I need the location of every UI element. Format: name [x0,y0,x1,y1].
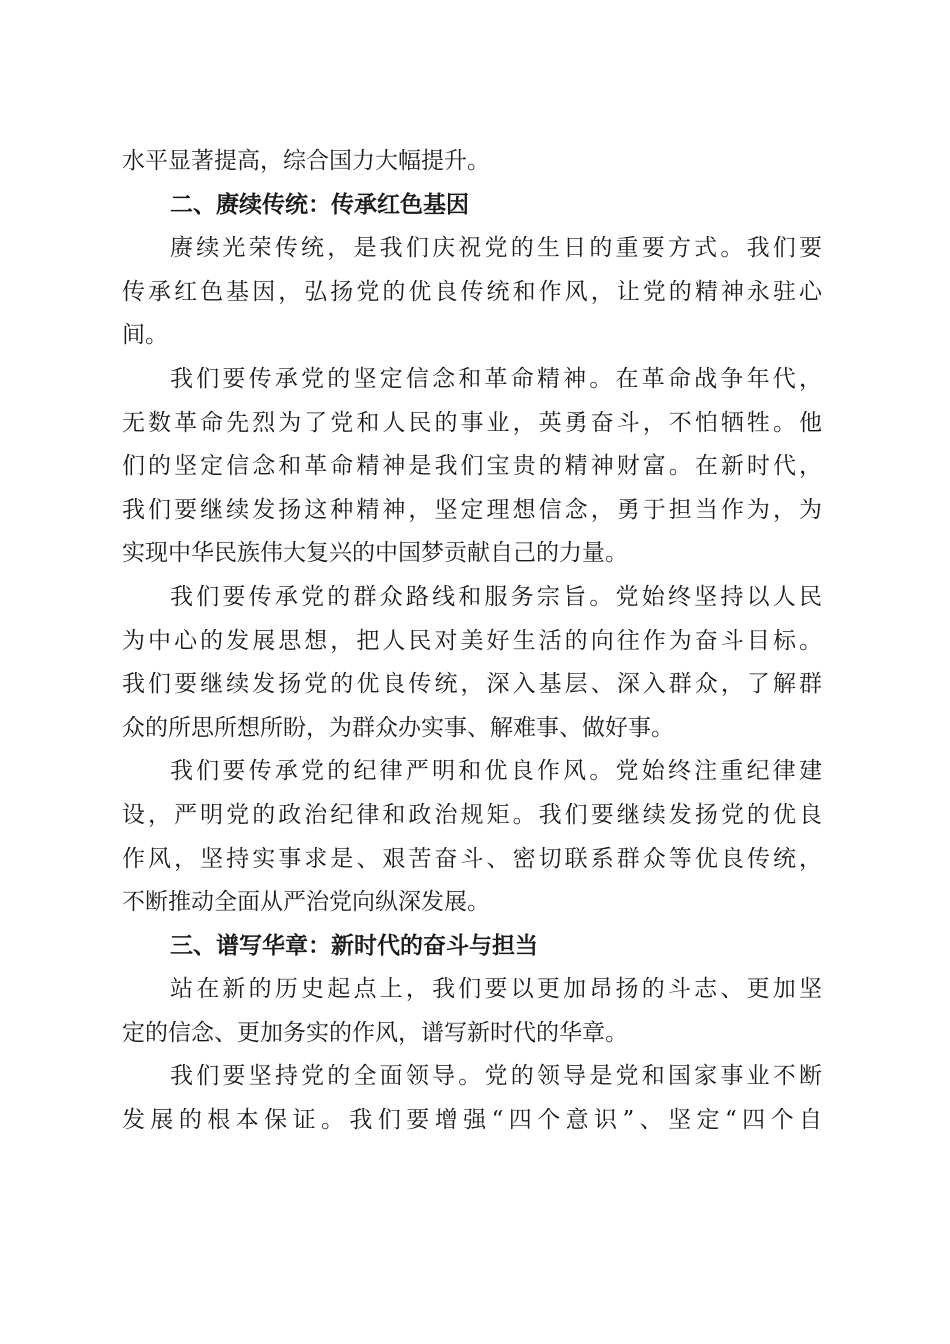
text-line: 众的所思所想所盼，为群众办实事、解难事、做好事。 [122,714,674,741]
text-line: 传承红色基因，弘扬党的优良传统和作风，让党的精神永驻心 [122,278,822,305]
text-line: 我们要继续发扬党的优良传统，深入基层、深入群众，了解群 [122,671,822,698]
text-line: 站在新的历史起点上，我们要以更加昂扬的斗志、更加坚 [170,976,822,1003]
paragraph-5 [122,968,822,1055]
text-line: 我们要传承党的坚定信念和革命精神。在革命战争年代， [170,365,822,392]
text-line: 水平显著提高，综合国力大幅提升。 [122,148,490,174]
text-line: 为中心的发展思想，把人民对美好生活的向往作为奋斗目标。 [122,627,822,654]
text-line: 我们要继续发扬这种精神，坚定理想信念，勇于担当作为，为 [122,496,822,523]
text-line: 间。 [122,322,168,349]
paragraph-3 [122,576,822,750]
document-page [122,140,822,1143]
text-line: 作风，坚持实事求是、艰苦奋斗、密切联系群众等优良传统， [122,845,822,872]
text-line: 我们要传承党的群众路线和服务宗旨。党始终坚持以人民 [170,583,822,610]
text-line: 我们要传承党的纪律严明和优良作风。党始终注重纪律建 [170,758,822,785]
paragraph-1 [122,227,822,358]
text-line: 无数革命先烈为了党和人民的事业，英勇奋斗，不怕牺牲。他 [122,409,822,436]
paragraph-2 [122,358,822,576]
text-line: 定的信念、更加务实的作风，谱写新时代的华章。 [122,1019,628,1046]
text-line: 我们要坚持党的全面领导。党的领导是党和国家事业不断 [170,1063,822,1090]
paragraph-6 [122,1055,822,1142]
text-line: 设，严明党的政治纪律和政治规矩。我们要继续发扬党的优良 [122,801,822,828]
paragraph-4 [122,750,822,924]
text-line: 发展的根本保证。我们要增强“四个意识”、坚定“四个自 [122,1107,822,1134]
text-line: 赓续光荣传统，是我们庆祝党的生日的重要方式。我们要 [170,235,822,262]
text-line: 实现中华民族伟大复兴的中国梦贡献自己的力量。 [122,540,628,567]
section-heading-2: 二、赓续传统：传承红色基因 [170,191,469,218]
section-heading-3: 三、谱写华章：新时代的奋斗与担当 [170,932,538,959]
paragraph-continuation [122,140,822,184]
text-line: 不断推动全面从严治党向纵深发展。 [122,889,490,916]
text-line: 们的坚定信念和革命精神是我们宝贵的精神财富。在新时代， [122,453,822,480]
